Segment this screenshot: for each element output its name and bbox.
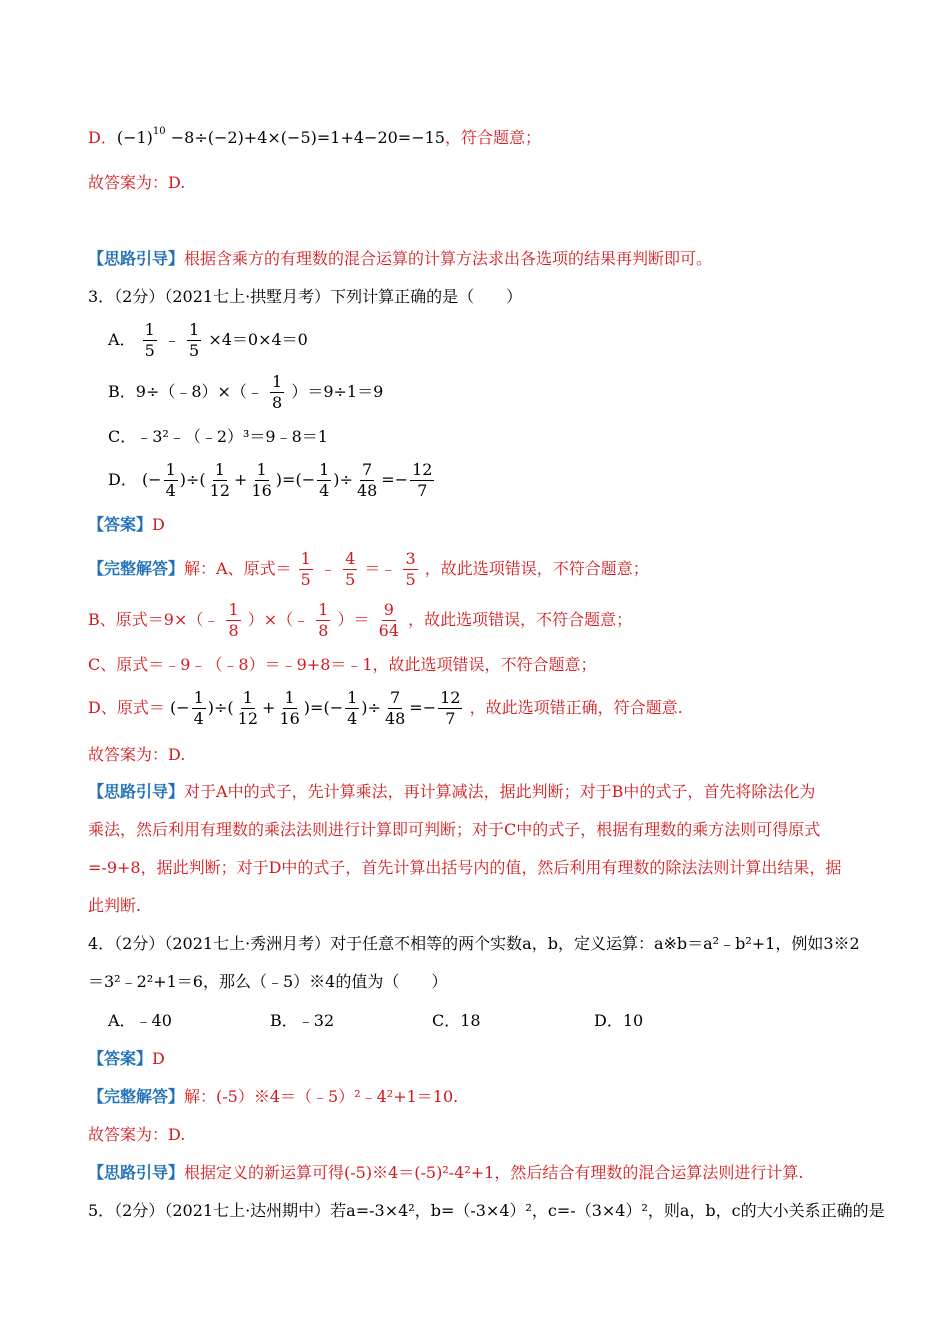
q3-option-a <box>108 320 308 361</box>
denominator: 5 <box>405 570 416 589</box>
q3-answer <box>88 514 165 536</box>
fraction <box>270 372 284 413</box>
option-tail: ×4＝0×4＝0 <box>208 330 308 349</box>
q5-stem <box>88 1200 885 1222</box>
q4-guide <box>88 1162 803 1184</box>
denominator: 8 <box>228 621 239 640</box>
denominator: 8 <box>318 621 329 640</box>
guide-tag: 【思路引导】 <box>88 249 185 268</box>
numerator: 1 <box>318 600 329 619</box>
q4-answer-is <box>88 1124 185 1146</box>
numerator: 9 <box>383 600 394 619</box>
numerator: 3 <box>405 549 416 568</box>
solution-tail: ，故此选项错误，不符合题意； <box>408 610 633 629</box>
option-prefix: B．9÷（﹣8）×（﹣ <box>108 382 263 401</box>
minus-sign: ﹣ <box>163 330 180 349</box>
fraction <box>316 600 330 641</box>
q3-guide-2 <box>88 819 820 841</box>
q3-solution-a <box>88 549 649 590</box>
q4-answer <box>88 1048 165 1070</box>
denominator: 5 <box>345 570 356 589</box>
fraction <box>143 320 157 361</box>
fraction <box>299 549 313 590</box>
guide-text: =-9+8，据此判断；对于D中的式子，首先计算出括号内的值，然后利用有理数的除法法则计算出结果，据 <box>88 858 842 877</box>
answer-line <box>88 172 185 194</box>
solution-text: B、原式＝9×（﹣ <box>88 610 220 629</box>
fraction <box>403 549 417 590</box>
answer-is-text: 故答案为：D. <box>88 173 186 192</box>
numerator: 4 <box>345 549 356 568</box>
q3-option-c <box>108 426 328 448</box>
denominator: 5 <box>300 570 311 589</box>
guide-text: 此判断. <box>88 896 142 915</box>
q3-guide-4 <box>88 895 141 917</box>
fraction <box>343 549 357 590</box>
solution-tag: 【完整解答】 <box>88 559 185 578</box>
solution-text: C、原式＝﹣9﹣（﹣8）＝﹣9+8＝﹣1，故此选项错误，不符合题意； <box>88 655 597 674</box>
numerator: 1 <box>228 600 239 619</box>
q3-guide-1 <box>88 781 815 803</box>
guide-text: 对于A中的式子，先计算乘法，再计算减法，据此判断；对于B中的式子，首先将除法化为 <box>184 782 816 801</box>
equals: ＝﹣ <box>364 559 397 578</box>
q3-answer-is <box>88 744 185 766</box>
guide-tag: 【思路引导】 <box>88 782 185 801</box>
question-stem: 5．（2分）（2021七上·达州期中）若a=-3×4²，b=（-3×4）²，c=-（3×4）²，则a，b，c的大小关系正确的是 <box>88 1201 885 1220</box>
math-expression: $(-1)^{10} -8\div(-2)+4\times(-5)=1+4-20=-15$ <box>116 126 445 147</box>
option-b: B．﹣32 <box>270 1011 335 1030</box>
option-tail: ）＝9÷1＝9 <box>291 382 384 401</box>
equals: ）＝ <box>337 610 370 629</box>
answer-is-text: 故答案为：D. <box>88 1125 186 1144</box>
q4-options <box>108 1010 643 1032</box>
option-prefix: D． <box>88 128 117 147</box>
prev-option-d <box>88 127 541 149</box>
q3-stem <box>88 286 522 308</box>
answer-value: D <box>152 515 165 534</box>
math-expression: (− $\frac{1}{4}$ )÷( $\frac{1}{12}$ + $\frac{1}{16}$ )=(− $\frac{1}{4}$ )÷ $\frac{7}{48}$ =− $\frac{12}{7}$ <box>141 460 433 500</box>
denominator: 5 <box>189 341 200 360</box>
question-stem: 3．（2分）（2021七上·拱墅月考）下列计算正确的是（ ） <box>88 287 523 306</box>
q4-stem-1 <box>88 933 860 955</box>
solution-text: 解：(-5）※4＝（﹣5）²﹣4²+1＝10. <box>184 1087 459 1106</box>
question-stem: ＝3²﹣2²+1＝6，那么（﹣5）※4的值为（ ） <box>88 972 448 991</box>
solution-tail: ，故此选项错正确，符合题意. <box>469 698 683 717</box>
denominator: 5 <box>144 341 155 360</box>
math-expression: (− $\frac{1}{4}$ )÷( $\frac{1}{12}$ + $\frac{1}{16}$ )=(− $\frac{1}{4}$ )÷ $\frac{7}{48}$ =− $\frac{12}{7}$ <box>169 688 461 728</box>
guide-tag: 【思路引导】 <box>88 1163 185 1182</box>
q3-solution-b <box>88 600 632 641</box>
q3-solution-c <box>88 654 597 676</box>
q3-option-b <box>108 372 383 413</box>
question-stem: 4．（2分）（2021七上·秀洲月考）对于任意不相等的两个实数a，b，定义运算：a※b＝a²﹣b²+1，例如3※2 <box>88 934 860 953</box>
solution-tail: ，故此选项错误，不符合题意； <box>424 559 649 578</box>
numerator: 1 <box>189 320 200 339</box>
option-prefix: A． <box>108 330 136 349</box>
option-c: C．18 <box>432 1011 481 1030</box>
solution-tag: 【完整解答】 <box>88 1087 185 1106</box>
option-prefix: D． <box>108 470 137 489</box>
answer-tag: 【答案】 <box>88 1049 153 1068</box>
fraction <box>377 600 401 641</box>
answer-value: D <box>152 1049 165 1068</box>
q4-solution <box>88 1086 458 1108</box>
option-comment: ，符合题意； <box>444 128 541 147</box>
option-d: D．10 <box>594 1011 644 1030</box>
guide-line <box>88 248 712 270</box>
guide-text: 根据含乘方的有理数的混合运算的计算方法求出各选项的结果再判断即可。 <box>184 249 713 268</box>
guide-text: 根据定义的新运算可得(-5)※4＝(-5)²-4²+1，然后结合有理数的混合运算法则进行计算. <box>184 1163 804 1182</box>
denominator: 8 <box>272 393 283 412</box>
q4-stem-2 <box>88 971 447 993</box>
option-a: A．﹣40 <box>108 1011 172 1030</box>
denominator: 64 <box>378 621 399 640</box>
minus-sign: ﹣ <box>319 559 336 578</box>
answer-is-text: 故答案为：D. <box>88 745 186 764</box>
fraction <box>187 320 201 361</box>
solution-text: D、原式＝ <box>88 698 165 717</box>
numerator: 1 <box>144 320 155 339</box>
fraction <box>226 600 240 641</box>
option-text: C．﹣3²﹣（﹣2）³＝9﹣8＝1 <box>108 427 328 446</box>
solution-text: 解：A、原式＝ <box>184 559 292 578</box>
q3-option-d <box>108 460 436 501</box>
q3-guide-3 <box>88 857 841 879</box>
answer-tag: 【答案】 <box>88 515 153 534</box>
solution-text: ）×（﹣ <box>247 610 310 629</box>
numerator: 1 <box>300 549 311 568</box>
guide-text: 乘法，然后利用有理数的乘法法则进行计算即可判断；对于C中的式子，根据有理数的乘方法则可得原式 <box>88 820 821 839</box>
numerator: 1 <box>272 372 283 391</box>
q3-solution-d <box>88 688 683 729</box>
